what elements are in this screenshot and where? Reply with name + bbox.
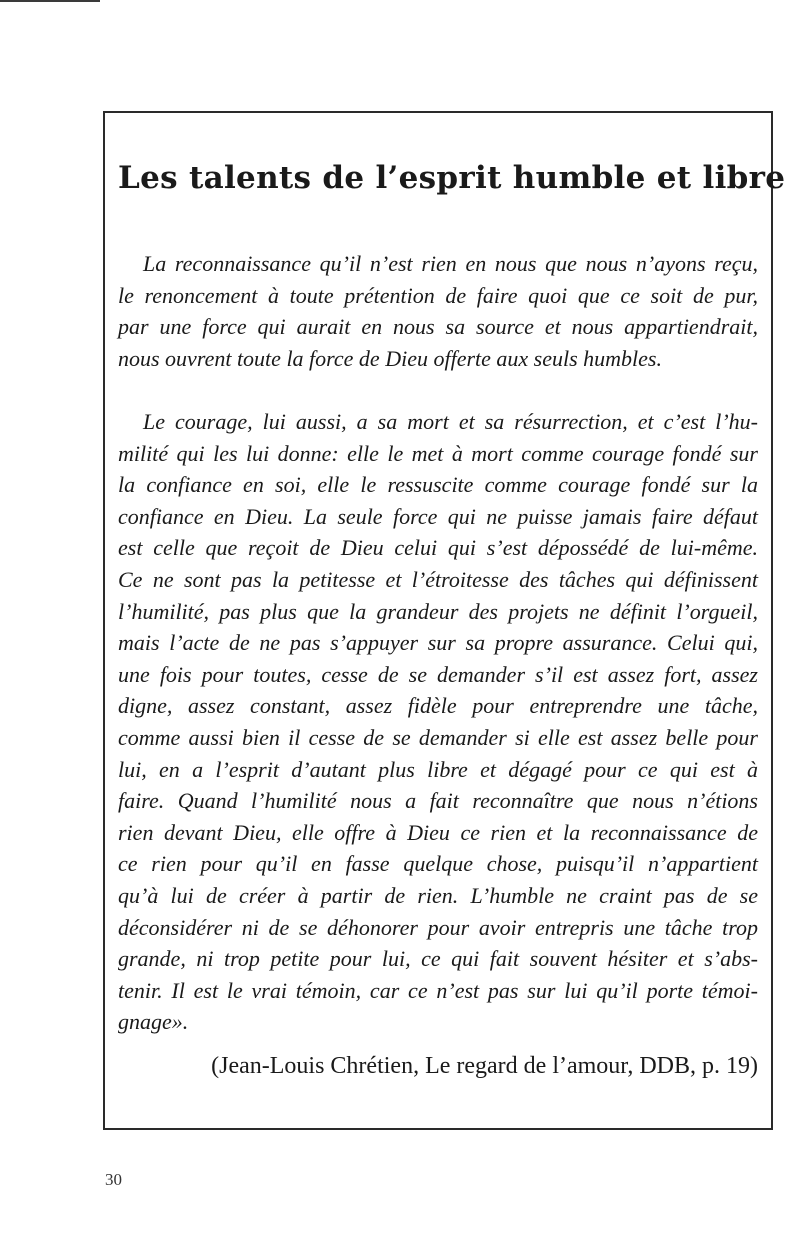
text-line: faire. Quand l’humilité nous a fait reconnaître que nous n’étions xyxy=(118,788,758,814)
text-line: la confiance en soi, elle le ressuscite comme courage fondé sur la xyxy=(118,472,758,498)
text-line: par une force qui aurait en nous sa source et nous appartiendrait, xyxy=(118,314,758,340)
paragraph-1 xyxy=(118,248,758,374)
text-line: l’humilité, pas plus que la grandeur des projets ne définit l’orgueil, xyxy=(118,598,758,624)
page-title: Les talents de l’esprit humble et libre xyxy=(118,160,786,196)
text-line: lui, en a l’esprit d’autant plus libre et dégagé pour ce qui est à xyxy=(118,756,758,782)
text-line: gnage». xyxy=(118,1009,189,1035)
text-line: rien devant Dieu, elle offre à Dieu ce rien et la reconnaissance de xyxy=(118,819,758,845)
text-line: nous ouvrent toute la force de Dieu offerte aux seuls humbles. xyxy=(118,345,662,371)
text-line: ce rien pour qu’il en fasse quelque chose, puisqu’il n’appartient xyxy=(118,851,758,877)
text-line: est celle que reçoit de Dieu celui qui s’est dépossédé de lui-même. xyxy=(118,535,758,561)
text-line: qu’à lui de créer à partir de rien. L’humble ne craint pas de se xyxy=(118,882,758,908)
text-line: déconsidérer ni de se déhonorer pour avoir entrepris une tâche trop xyxy=(118,914,758,940)
page-number: 30 xyxy=(105,1170,122,1189)
text-line: comme aussi bien il cesse de se demander si elle est assez belle pour xyxy=(118,724,758,750)
text-line: le renoncement à toute prétention de faire quoi que ce soit de pur, xyxy=(118,282,758,308)
text-line: La reconnaissance qu’il n’est rien en nous que nous n’ayons reçu, xyxy=(143,251,758,276)
text-line: Le courage, lui aussi, a sa mort et sa résurrection, et c’est l’hu- xyxy=(143,409,758,434)
text-line: mais l’acte de ne pas s’appuyer sur sa propre assurance. Celui qui, xyxy=(118,630,758,656)
paragraph-2 xyxy=(118,406,758,1038)
text-line: milité qui les lui donne: elle le met à mort comme courage fondé sur xyxy=(118,440,758,466)
citation: (Jean-Louis Chrétien, Le regard de l’amour, DDB, p. 19) xyxy=(211,1053,758,1079)
text-line: une fois pour toutes, cesse de se demander s’il est assez fort, assez xyxy=(118,661,758,687)
text-line: confiance en Dieu. La seule force qui ne puisse jamais faire défaut xyxy=(118,503,758,529)
text-line: Ce ne sont pas la petitesse et l’étroitesse des tâches qui définissent xyxy=(118,566,758,592)
text-line: digne, assez constant, assez fidèle pour entreprendre une tâche, xyxy=(118,693,758,719)
text-line: tenir. Il est le vrai témoin, car ce n’est pas sur lui qu’il porte témoi- xyxy=(118,977,758,1003)
top-rule xyxy=(0,0,100,2)
text-line: grande, ni trop petite pour lui, ce qui fait souvent hésiter et s’abs- xyxy=(118,946,758,972)
